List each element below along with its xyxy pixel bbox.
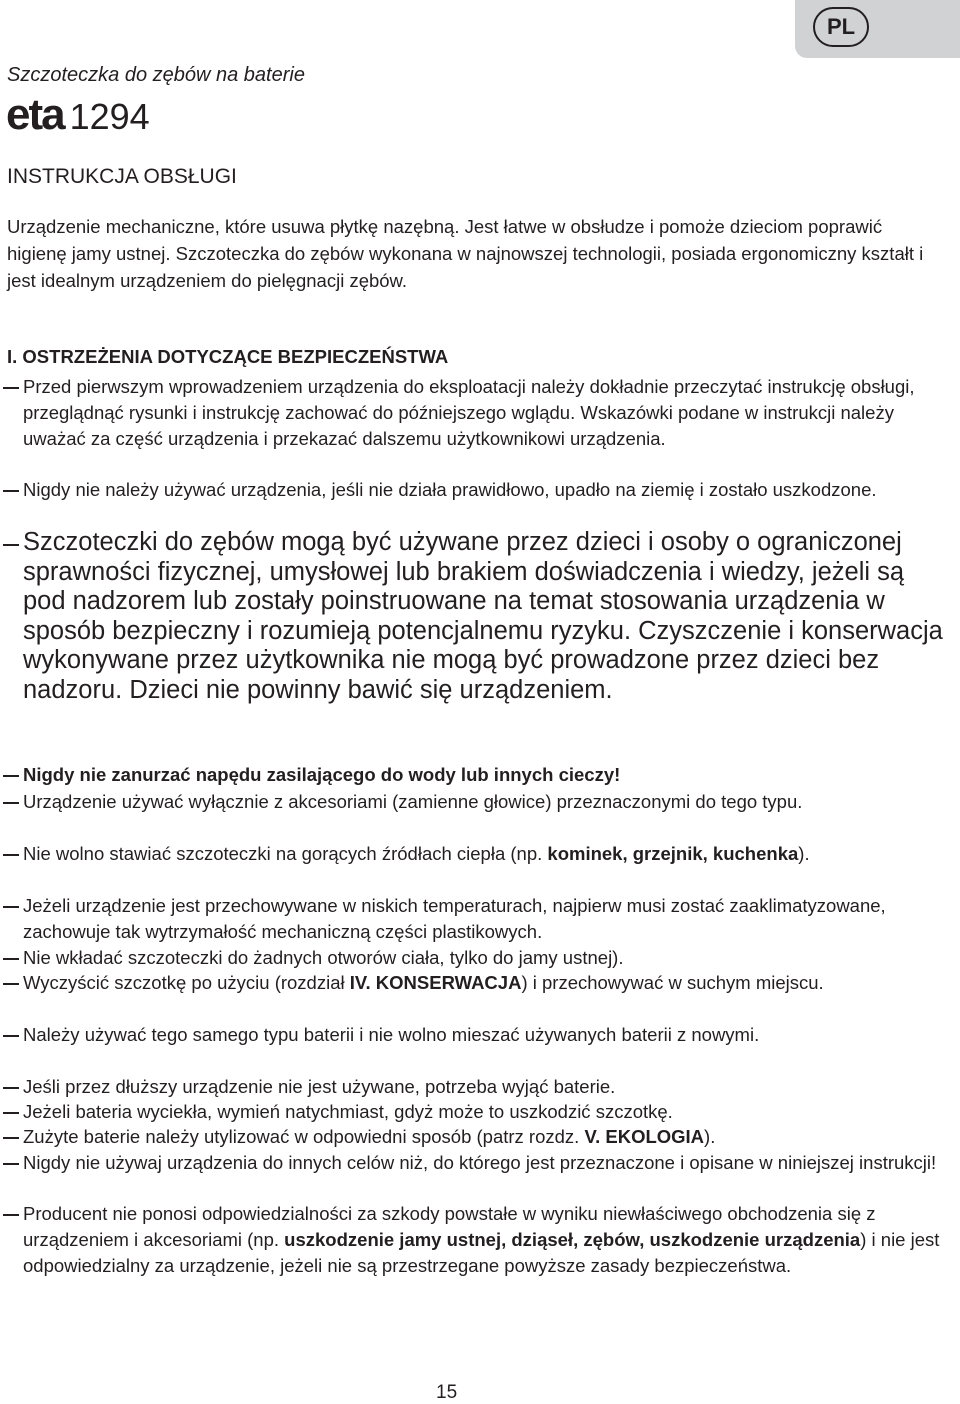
warning-text bbox=[23, 841, 950, 867]
warning-item bbox=[0, 1074, 950, 1100]
warning-item bbox=[0, 762, 950, 788]
text-run: ). bbox=[704, 1126, 716, 1147]
text-run: Jeżeli urządzenie jest przechowywane w niskich temperaturach, najpierw musi zostać zaaklimatyzowane, zachowuje tak wytrzymałość mechaniczną części plastikowych. bbox=[23, 895, 886, 942]
text-run: Urządzenie używać wyłącznie z akcesoriami (zamienne głowice) przeznaczonymi do tego typu. bbox=[23, 791, 803, 812]
warning-item bbox=[0, 1099, 950, 1125]
text-run: Producent nie ponosi odpowiedzialności za szkody powstałe w wyniku niewłaściwego obchodzenia się z urządzeniem i akcesoriami (np. bbox=[23, 1203, 876, 1250]
warning-text bbox=[23, 1124, 950, 1150]
bullet-dash bbox=[3, 775, 19, 777]
warning-text bbox=[23, 945, 950, 971]
model-number: 1294 bbox=[69, 96, 150, 137]
bold-text: Nigdy nie zanurzać napędu zasilającego do wody lub innych cieczy! bbox=[23, 764, 621, 785]
bullet-dash bbox=[3, 1137, 19, 1139]
text-run: Zużyte baterie należy utylizować w odpowiedni sposób (patrz rozdz. bbox=[23, 1126, 585, 1147]
section-heading: I. OSTRZEŻENIA DOTYCZĄCE BEZPIECZEŃSTWA bbox=[7, 346, 449, 367]
text-run: Nie wolno stawiać szczoteczki na gorących źródłach ciepła (np. bbox=[23, 843, 548, 864]
text-run: Jeżeli bateria wyciekła, wymień natychmiast, gdyż może to uszkodzić szczotkę. bbox=[23, 1101, 673, 1122]
bullet-dash bbox=[3, 1214, 19, 1216]
bullet-dash bbox=[3, 1035, 19, 1037]
manual-title: INSTRUKCJA OBSŁUGI bbox=[7, 165, 237, 188]
bullet-dash bbox=[3, 490, 19, 492]
bullet-dash bbox=[3, 544, 19, 546]
bold-text: IV. KONSERWACJA bbox=[349, 972, 522, 993]
warning-text bbox=[23, 1150, 950, 1176]
text-run: Szczoteczki do zębów mogą być używane przez dzieci i osoby o ograniczonej sprawności fizycznej, umysłowej lub brakiem doświadczenia i wiedzy, jeżeli są pod nadzorem lub zostały poinstruowane na temat stosowania urządzenia w sposób bezpieczny i rozumieją potencjalnemu ryzyku. Czyszczenie i konserwacja wykonywane przez użytkownika nie mogą być prowadzone przez dzieci bez nadzoru. Dzieci nie powinny bawić się urządzeniem. bbox=[23, 528, 943, 704]
text-run: Przed pierwszym wprowadzeniem urządzenia do eksploatacji należy dokładnie przeczytać instrukcję obsługi, przeglądnąć rysunki i instrukcję zachować do późniejszego wglądu. Wskazówki podane w instrukcji należy uważać za część urządzenia i przekazać dalszemu użytkownikowi urządzenia. bbox=[23, 376, 915, 449]
bullet-dash bbox=[3, 854, 19, 856]
warning-item bbox=[0, 970, 950, 996]
bold-text: V. EKOLOGIA bbox=[584, 1126, 705, 1147]
warning-item bbox=[0, 477, 950, 503]
warning-item bbox=[0, 528, 950, 705]
warning-text bbox=[23, 789, 950, 815]
bullet-dash bbox=[3, 387, 19, 389]
text-run: Jeśli przez dłuższy urządzenie nie jest używane, potrzeba wyjąć baterie. bbox=[23, 1076, 616, 1097]
warning-item bbox=[0, 1150, 950, 1176]
text-run: Nigdy nie używaj urządzenia do innych celów niż, do którego jest przeznaczone i opisane w niniejszej instrukcji! bbox=[23, 1152, 937, 1173]
warning-text bbox=[23, 1201, 950, 1279]
page-number: 15 bbox=[436, 1382, 458, 1403]
bold-text: uszkodzenie jamy ustnej, dziąseł, zębów, uszkodzenie urządzenia bbox=[284, 1229, 861, 1250]
bullet-dash bbox=[3, 802, 19, 804]
bullet-dash bbox=[3, 1163, 19, 1165]
warning-text bbox=[23, 477, 950, 503]
text-run: Nie wkładać szczoteczki do żadnych otworów ciała, tylko do jamy ustnej). bbox=[23, 947, 624, 968]
product-subtitle: Szczoteczka do zębów na baterie bbox=[7, 64, 305, 86]
language-badge: PL bbox=[813, 7, 869, 47]
text-run: ) i nie jest odpowiedzialny za urządzenie, jeżeli nie są przestrzegane powyższe zasady bezpieczeństwa. bbox=[23, 1229, 940, 1276]
bullet-dash bbox=[3, 983, 19, 985]
bold-text: kominek, grzejnik, kuchenka bbox=[547, 843, 799, 864]
warning-item bbox=[0, 1022, 950, 1048]
bullet-dash bbox=[3, 906, 19, 908]
warning-text bbox=[23, 1022, 950, 1048]
warning-item bbox=[0, 374, 950, 452]
intro-paragraph: Urządzenie mechaniczne, które usuwa płytkę nazębną. Jest łatwe w obsłudze i pomoże dzieciom poprawić higienę jamy ustnej. Szczoteczka do zębów wykonana w najnowszej technologii, posiada ergonomiczny kształt i jest idealnym urządzeniem do pielęgnacji zębów. bbox=[7, 216, 924, 291]
warning-item bbox=[0, 1201, 950, 1279]
warning-item bbox=[0, 841, 950, 867]
warning-text bbox=[23, 528, 950, 705]
warning-text bbox=[23, 970, 950, 996]
bullet-dash bbox=[3, 1112, 19, 1114]
text-run: ) i przechowywać w suchym miejscu. bbox=[521, 972, 824, 993]
bullet-dash bbox=[3, 958, 19, 960]
text-run: ). bbox=[798, 843, 810, 864]
brand-logo: eta bbox=[6, 90, 64, 139]
warning-text bbox=[23, 762, 950, 788]
warning-text bbox=[23, 893, 950, 945]
bullet-dash bbox=[3, 1087, 19, 1089]
warning-item bbox=[0, 945, 950, 971]
text-run: Wyczyścić szczotkę po użyciu (rozdział bbox=[23, 972, 350, 993]
warning-text bbox=[23, 374, 950, 452]
warning-item bbox=[0, 789, 950, 815]
warning-text bbox=[23, 1099, 950, 1125]
warning-item bbox=[0, 1124, 950, 1150]
warning-text bbox=[23, 1074, 950, 1100]
model-title bbox=[6, 90, 150, 142]
text-run: Należy używać tego samego typu baterii i nie wolno mieszać używanych baterii z nowymi. bbox=[23, 1024, 760, 1045]
warning-item bbox=[0, 893, 950, 945]
text-run: Nigdy nie należy używać urządzenia, jeśli nie działa prawidłowo, upadło na ziemię i zostało uszkodzone. bbox=[23, 479, 877, 500]
